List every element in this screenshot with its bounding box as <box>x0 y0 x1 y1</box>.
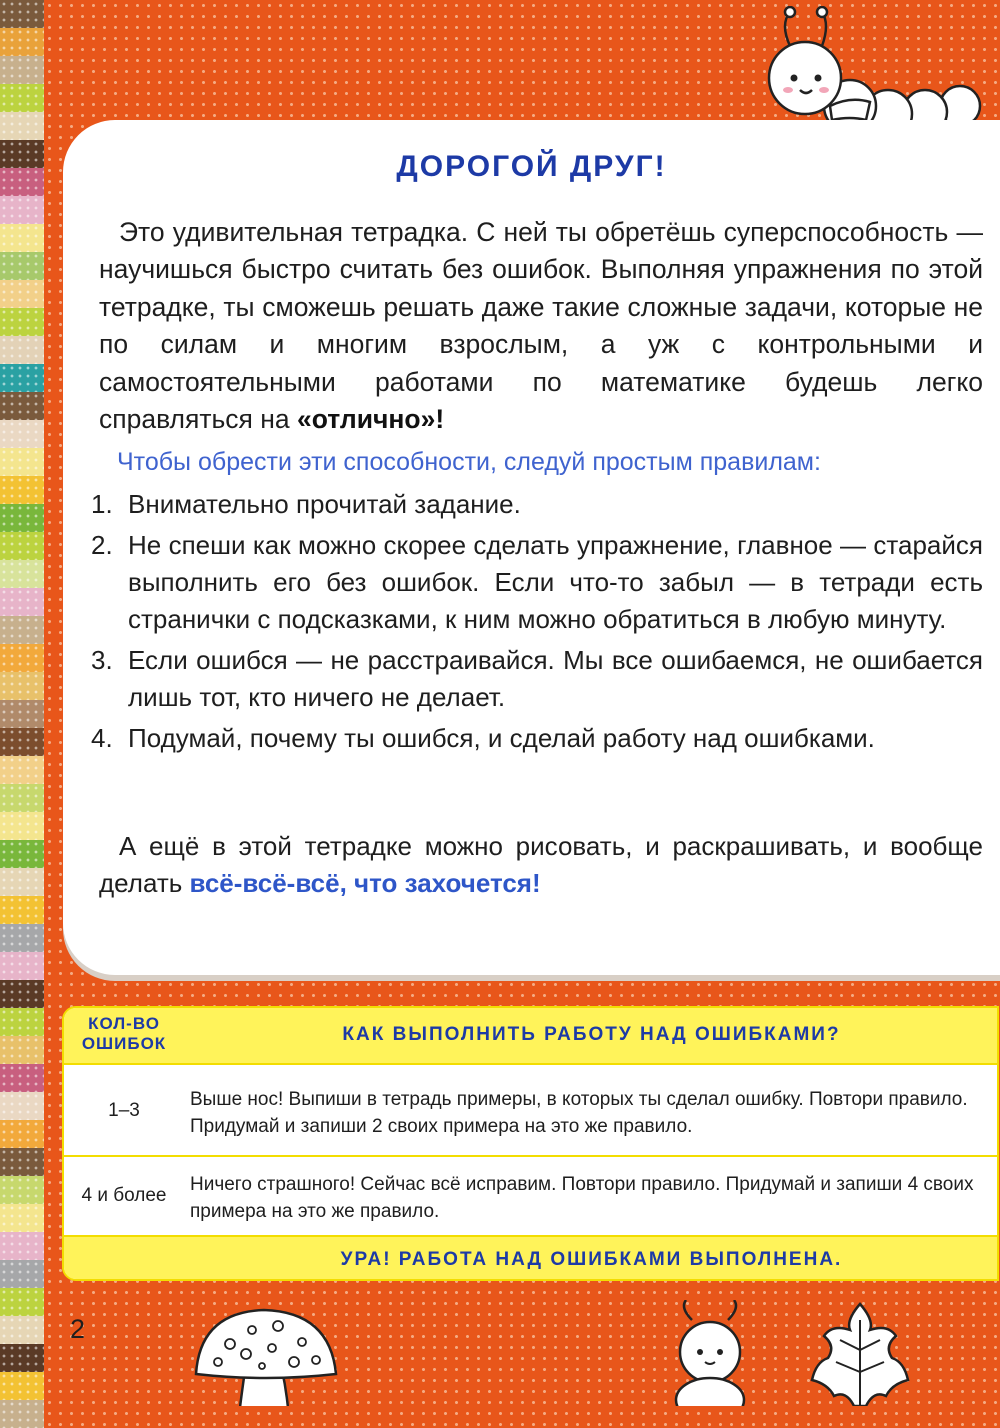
table-header <box>64 1008 997 1063</box>
outro-text: А ещё в этой тетрадке можно рисовать, и раскрашивать, и вообще делать <box>99 831 983 898</box>
header-error-count: КОЛ-ВО ОШИБОК <box>81 1014 167 1053</box>
rule-text: Внимательно прочитай задание. <box>128 489 521 519</box>
color-strip <box>0 0 44 1406</box>
outro-highlight: всё-всё-всё, что захочется! <box>189 868 541 898</box>
rule-number: 1. <box>91 489 113 519</box>
rule-item <box>91 642 983 716</box>
rule-item <box>91 720 983 757</box>
mushroom-illustration <box>190 1308 340 1406</box>
outro-paragraph <box>99 828 983 902</box>
rule-item <box>91 527 983 638</box>
error-work-table <box>62 1006 999 1281</box>
rule-text: Если ошибся — не расстраивайся. Мы все ошибаемся, не ошибается лишь тот, кто ничего не делает. <box>128 645 983 712</box>
rule-number: 4. <box>91 723 113 753</box>
beetle-illustration <box>650 1300 770 1406</box>
header-how-to: КАК ВЫПОЛНИТЬ РАБОТУ НАД ОШИБКАМИ? <box>342 1024 841 1045</box>
rule-item <box>91 486 983 523</box>
intro-text: Это удивительная тетрадка. С ней ты обретёшь суперспособность — научишься быстро считать без ошибок. Выполняя упражнения по этой тетрадке, ты сможешь решать даже такие сложные задачи, которые не по силам и многим взрослым, а уж с контрольными и самостоятельными работами по математике будешь легко справляться на <box>99 217 983 435</box>
intro-card <box>63 120 1000 975</box>
intro-paragraph <box>99 214 983 438</box>
rule-text: Не спеши как можно скорее сделать упражнение, главное — старайся выполнить его без ошибок. Если что-то забыл — в тетради есть странички с подсказками, к ним можно обратиться в любую минуту. <box>128 530 983 634</box>
intro-bold: «отлично»! <box>297 404 445 435</box>
row-instructions: Выше нос! Выпиши в тетрадь примеры, в которых ты сделал ошибку. Повтори правило. Придумай и запиши 2 своих примера на это же правило. <box>190 1089 968 1137</box>
row-error-count: 1–3 <box>108 1100 140 1121</box>
page-title: ДОРОГОЙ ДРУГ! <box>396 150 667 183</box>
rules-list <box>91 486 983 761</box>
rule-number: 3. <box>91 645 113 675</box>
table-footer-text: УРА! РАБОТА НАД ОШИБКАМИ ВЫПОЛНЕНА. <box>340 1249 843 1270</box>
table-row <box>64 1155 997 1237</box>
row-error-count: 4 и более <box>81 1185 167 1206</box>
rule-text: Подумай, почему ты ошибся, и сделай работу над ошибками. <box>128 723 875 753</box>
table-row <box>64 1063 997 1157</box>
leaf-illustration <box>800 1300 920 1406</box>
rule-number: 2. <box>91 530 113 560</box>
row-instructions: Ничего страшного! Сейчас всё исправим. Повтори правило. Придумай и запиши 4 своих примера на это же правило. <box>190 1174 974 1222</box>
page-number: 2 <box>70 1314 86 1344</box>
rules-heading: Чтобы обрести эти способности, следуй простым правилам: <box>117 448 821 476</box>
table-footer <box>64 1235 997 1281</box>
